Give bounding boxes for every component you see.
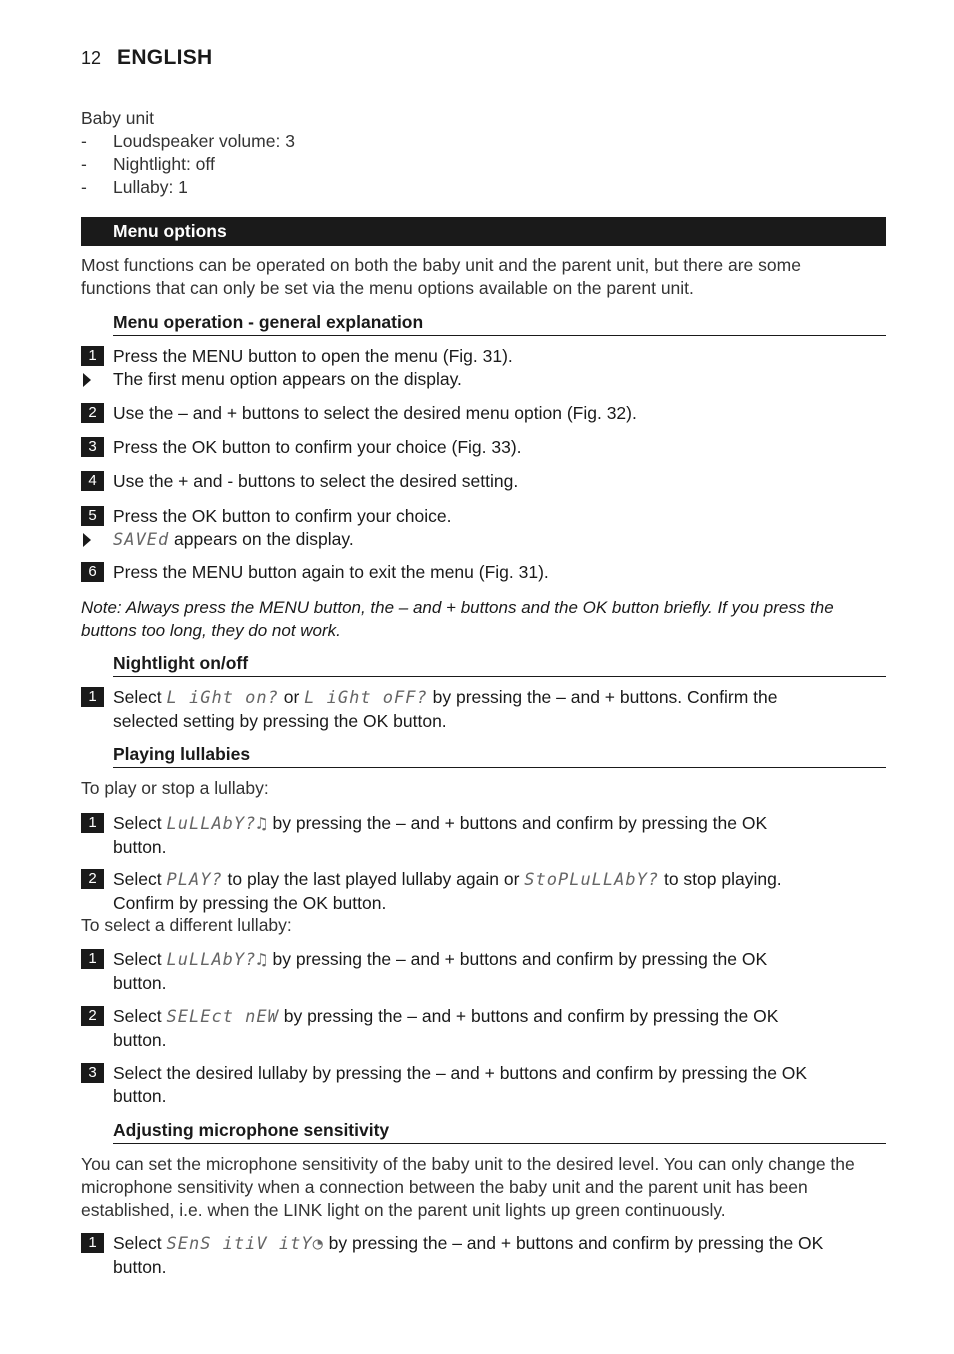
- arrow-icon: [83, 373, 91, 387]
- step-number: 1: [81, 1233, 104, 1253]
- step-item: 2 Select PLAY? to play the last played lullaby again or StoPLuLLAbY? to stop playing. Confirm by pressing the OK button.: [81, 868, 886, 915]
- step-item: 1 Select LuLLAbY?♫ by pressing the – and + buttons and confirm by pressing the OK button.: [81, 812, 886, 859]
- lcd-text: PLAY?: [166, 870, 223, 890]
- lullabies-intro: To play or stop a lullaby:: [81, 778, 269, 798]
- step-number: 2: [81, 403, 104, 423]
- lcd-text: L iGht on?: [166, 688, 279, 708]
- lcd-text: SEnS itiV itY: [166, 1234, 313, 1254]
- lcd-text: LuLLAbY?♫: [166, 950, 268, 970]
- step-number: 1: [81, 346, 104, 366]
- subheading-microphone-sensitivity: Adjusting microphone sensitivity: [113, 1119, 886, 1144]
- lullabies-intro-2: To select a different lullaby:: [81, 915, 292, 935]
- lcd-text: StoPLuLLAbY?: [524, 870, 660, 890]
- step-item: 3 Press the OK button to confirm your choice (Fig. 33).: [81, 436, 886, 459]
- step-number: 3: [81, 1063, 104, 1083]
- subheading-nightlight: Nightlight on/off: [113, 652, 886, 677]
- sound-wave-icon: ◔: [312, 1234, 324, 1254]
- step-number: 2: [81, 869, 104, 889]
- page-number: 12: [81, 48, 102, 68]
- step-number: 6: [81, 562, 104, 582]
- step-item: 2 Use the – and + buttons to select the desired menu option (Fig. 32).: [81, 402, 886, 425]
- list-item: - Loudspeaker volume: 3: [81, 131, 295, 151]
- lcd-text: SAVEd: [113, 530, 170, 550]
- step-number: 4: [81, 471, 104, 491]
- arrow-icon: [83, 533, 91, 547]
- baby-unit-defaults: [81, 107, 886, 199]
- menu-options-intro: Most functions can be operated on both the baby unit and the parent unit, but there are some functions that can only be set via the menu options available on the parent unit.: [81, 255, 801, 298]
- step-number: 1: [81, 687, 104, 707]
- step-item: 5 Press the OK button to confirm your choice.: [81, 505, 886, 528]
- list-item: - Lullaby: 1: [81, 177, 188, 197]
- section-heading-menu-options: Menu options: [81, 217, 886, 246]
- list-item: - Nightlight: off: [81, 154, 215, 174]
- step-number: 1: [81, 949, 104, 969]
- step-result: The first menu option appears on the display.: [81, 368, 886, 391]
- step-number: 3: [81, 437, 104, 457]
- lcd-text: L iGht oFF?: [304, 688, 428, 708]
- step-item: 1 Press the MENU button to open the menu (Fig. 31).: [81, 345, 886, 368]
- language-title: ENGLISH: [117, 46, 213, 69]
- lcd-text: SELEct nEW: [166, 1007, 279, 1027]
- step-number: 2: [81, 1006, 104, 1026]
- lcd-text: LuLLAbY?♫: [166, 814, 268, 834]
- step-result: SAVEd appears on the display.: [81, 528, 886, 552]
- note-text: Note: Always press the MENU button, the – and + buttons and the OK button briefly. If you press the buttons too long, they do not work.: [81, 598, 834, 640]
- step-item: 1 Select SEnS itiV itY◔ by pressing the – and + buttons and confirm by pressing the OK button.: [81, 1232, 886, 1279]
- page-header: [81, 46, 212, 76]
- subheading-playing-lullabies: Playing lullabies: [113, 743, 886, 768]
- step-item: 6 Press the MENU button again to exit the menu (Fig. 31).: [81, 561, 886, 584]
- subheading-general-explanation: Menu operation - general explanation: [113, 311, 886, 336]
- step-item: 1 Select LuLLAbY?♫ by pressing the – and + buttons and confirm by pressing the OK button.: [81, 948, 886, 995]
- step-number: 5: [81, 506, 104, 526]
- step-item: 4 Use the + and - buttons to select the desired setting.: [81, 470, 886, 493]
- baby-unit-title: Baby unit: [81, 108, 154, 128]
- step-item: 3 Select the desired lullaby by pressing the – and + buttons and confirm by pressing the OK button.: [81, 1062, 886, 1108]
- step-item: 2 Select SELEct nEW by pressing the – and + buttons and confirm by pressing the OK button.: [81, 1005, 886, 1052]
- step-number: 1: [81, 813, 104, 833]
- step-item: 1 Select L iGht on? or L iGht oFF? by pressing the – and + buttons. Confirm the selected setting by pressing the OK button.: [81, 686, 886, 733]
- microphone-intro: You can set the microphone sensitivity of the baby unit to the desired level. You can only change the microphone sensitivity when a connection between the baby unit and the parent unit has been established, i.e. when the LINK light on the parent unit lights up green continuously.: [81, 1154, 855, 1220]
